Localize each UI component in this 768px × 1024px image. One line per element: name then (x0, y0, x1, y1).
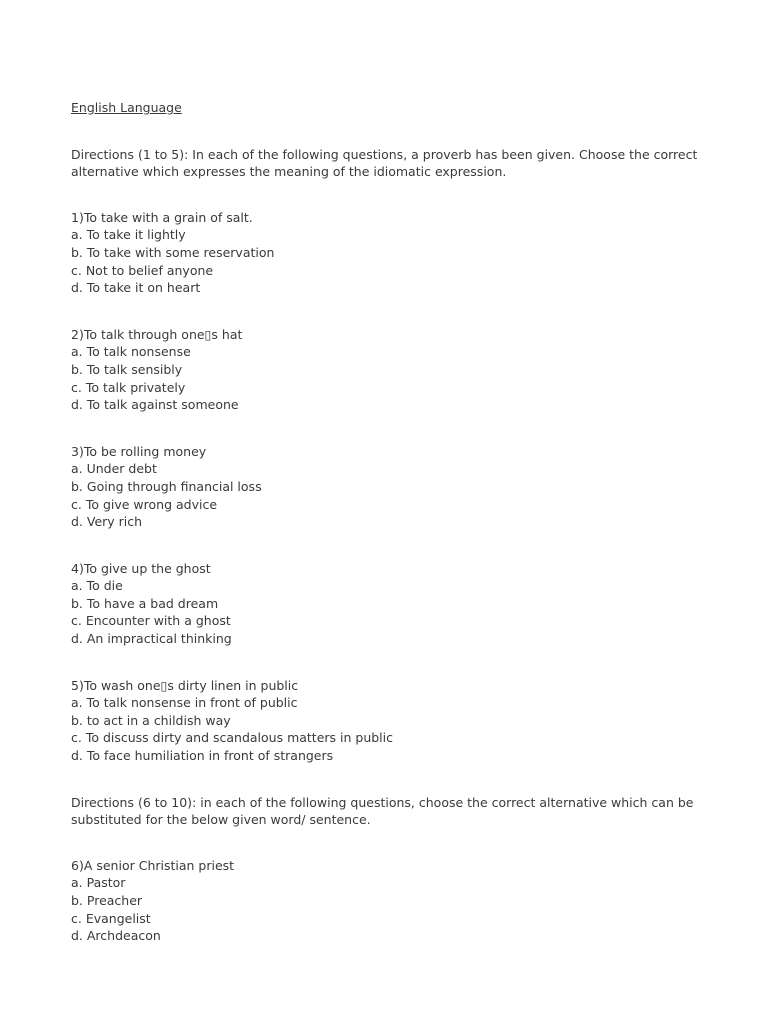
option-b: b. to act in a childish way (71, 712, 231, 728)
option-c: c. To discuss dirty and scandalous matters in public (71, 730, 393, 746)
option-d: d. An impractical thinking (71, 631, 232, 647)
option-a: a. Pastor (71, 875, 126, 891)
question-2 (71, 326, 711, 414)
option-d: d. To face humiliation in front of strangers (71, 748, 334, 764)
option-a: a. To talk nonsense in front of public (71, 695, 298, 711)
question-stem: 3)To be rolling money (71, 443, 207, 459)
option-c: c. Encounter with a ghost (71, 613, 231, 629)
question-stem: 5)To wash one▯s dirty linen in public (71, 677, 299, 693)
option-c: c. Evangelist (71, 910, 151, 926)
option-a: a. To talk nonsense (71, 344, 191, 360)
option-b: b. Going through financial loss (71, 478, 262, 494)
option-a: a. To die (71, 578, 123, 594)
option-c: c. To give wrong advice (71, 496, 218, 512)
directions-1-to-5: Directions (1 to 5): In each of the following questions, a proverb has been given. Choose the correct alternative which expresses the meaning of the idiomatic expression. (71, 146, 698, 180)
question-stem: 4)To give up the ghost (71, 560, 211, 576)
option-d: d. To take it on heart (71, 280, 201, 296)
option-d: d. Archdeacon (71, 928, 161, 944)
question-1 (71, 209, 711, 297)
document-title: English Language (71, 100, 182, 115)
question-stem: 2)To talk through one▯s hat (71, 326, 243, 342)
document-page (71, 99, 711, 945)
option-a: a. Under debt (71, 461, 157, 477)
option-c: c. Not to belief anyone (71, 262, 214, 278)
question-6 (71, 857, 711, 945)
option-b: b. To talk sensibly (71, 361, 183, 377)
option-b: b. Preacher (71, 893, 143, 908)
option-b: b. To have a bad dream (71, 595, 219, 611)
question-4 (71, 560, 711, 648)
option-c: c. To talk privately (71, 379, 186, 395)
option-a: a. To take it lightly (71, 227, 186, 243)
question-stem: 1)To take with a grain of salt. (71, 209, 253, 225)
option-b: b. To take with some reservation (71, 244, 275, 260)
question-3 (71, 443, 711, 531)
directions-6-to-10: Directions (6 to 10): in each of the following questions, choose the correct alternative which can be substituted for the below given word/ sentence. (71, 794, 694, 828)
question-5 (71, 677, 711, 765)
option-d: d. To talk against someone (71, 397, 239, 413)
option-d: d. Very rich (71, 514, 143, 530)
question-stem: 6)A senior Christian priest (71, 857, 235, 873)
